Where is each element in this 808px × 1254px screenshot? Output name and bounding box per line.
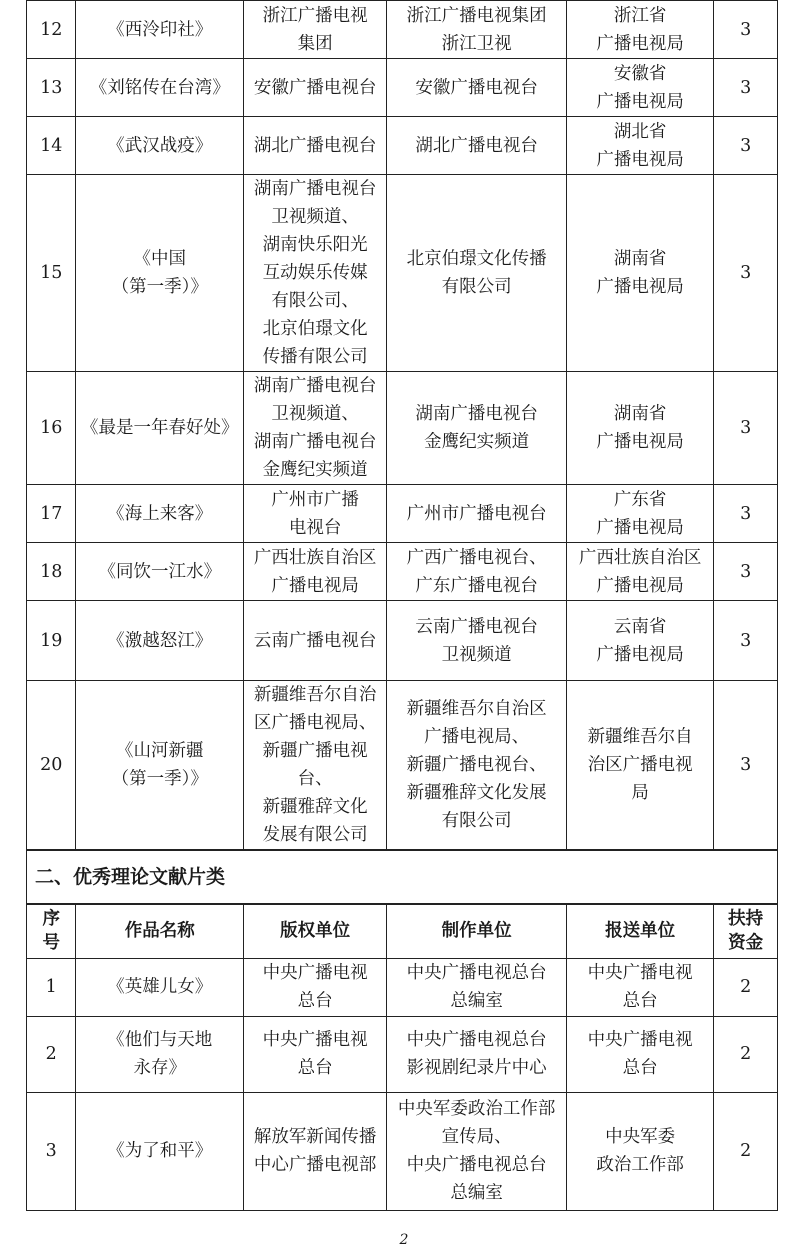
submitting-unit: 湖北省 广播电视局 xyxy=(567,117,714,175)
submitting-unit: 广东省 广播电视局 xyxy=(567,485,714,543)
production-unit: 广州市广播电视台 xyxy=(387,485,567,543)
work-title: 《西泠印社》 xyxy=(76,1,244,59)
table-row xyxy=(27,601,778,681)
work-title: 《同饮一江水》 xyxy=(76,543,244,601)
row-number: 18 xyxy=(27,543,76,601)
table-row xyxy=(27,681,778,851)
production-unit: 浙江广播电视集团 浙江卫视 xyxy=(387,1,567,59)
funding-amount: 3 xyxy=(714,485,778,543)
funding-amount: 3 xyxy=(714,601,778,681)
submitting-unit: 湖南省 广播电视局 xyxy=(567,175,714,372)
row-number: 3 xyxy=(27,1092,76,1210)
production-unit: 中央广播电视总台 影视剧纪录片中心 xyxy=(387,1016,567,1092)
funding-amount: 3 xyxy=(714,372,778,485)
table-row xyxy=(27,543,778,601)
document-page xyxy=(26,0,778,1211)
submitting-unit: 新疆维吾尔自 治区广播电视 局 xyxy=(567,681,714,851)
table-row xyxy=(27,1092,778,1210)
work-title: 《他们与天地 永存》 xyxy=(76,1016,244,1092)
submitting-unit: 湖南省 广播电视局 xyxy=(567,372,714,485)
copyright-unit: 中央广播电视 总台 xyxy=(244,958,387,1016)
section-header-row xyxy=(27,850,778,904)
page-number: 2 xyxy=(399,1232,409,1248)
table-header-row xyxy=(27,904,778,958)
production-unit: 湖北广播电视台 xyxy=(387,117,567,175)
submitting-unit: 中央广播电视 总台 xyxy=(567,958,714,1016)
table-row xyxy=(27,175,778,372)
submitting-unit: 中央广播电视 总台 xyxy=(567,1016,714,1092)
program-table xyxy=(26,0,778,1211)
table-row xyxy=(27,1016,778,1092)
production-unit: 湖南广播电视台 金鹰纪实频道 xyxy=(387,372,567,485)
row-number: 17 xyxy=(27,485,76,543)
work-title: 《武汉战疫》 xyxy=(76,117,244,175)
row-number: 20 xyxy=(27,681,76,851)
header-work-title: 作品名称 xyxy=(76,904,244,958)
header-submitting-unit: 报送单位 xyxy=(567,904,714,958)
row-number: 14 xyxy=(27,117,76,175)
work-title: 《中国 （第一季）》 xyxy=(76,175,244,372)
production-unit: 中央军委政治工作部 宣传局、 中央广播电视总台 总编室 xyxy=(387,1092,567,1210)
funding-amount: 2 xyxy=(714,958,778,1016)
funding-amount: 3 xyxy=(714,681,778,851)
table-row xyxy=(27,59,778,117)
work-title: 《激越怒江》 xyxy=(76,601,244,681)
header-funding: 扶持 资金 xyxy=(714,904,778,958)
table-row xyxy=(27,1,778,59)
production-unit: 新疆维吾尔自治区 广播电视局、 新疆广播电视台、 新疆雅辞文化发展 有限公司 xyxy=(387,681,567,851)
copyright-unit: 解放军新闻传播 中心广播电视部 xyxy=(244,1092,387,1210)
section-title: 二、优秀理论文献片类 xyxy=(27,850,778,904)
copyright-unit: 广西壮族自治区 广播电视局 xyxy=(244,543,387,601)
row-number: 15 xyxy=(27,175,76,372)
production-unit: 云南广播电视台 卫视频道 xyxy=(387,601,567,681)
row-number: 19 xyxy=(27,601,76,681)
work-title: 《最是一年春好处》 xyxy=(76,372,244,485)
funding-amount: 3 xyxy=(714,59,778,117)
submitting-unit: 广西壮族自治区 广播电视局 xyxy=(567,543,714,601)
table-row xyxy=(27,485,778,543)
copyright-unit: 湖南广播电视台 卫视频道、 湖南快乐阳光 互动娱乐传媒 有限公司、 北京伯璟文化 传播有限公司 xyxy=(244,175,387,372)
header-production-unit: 制作单位 xyxy=(387,904,567,958)
production-unit: 北京伯璟文化传播 有限公司 xyxy=(387,175,567,372)
header-number: 序 号 xyxy=(27,904,76,958)
funding-amount: 2 xyxy=(714,1092,778,1210)
row-number: 12 xyxy=(27,1,76,59)
production-unit: 安徽广播电视台 xyxy=(387,59,567,117)
submitting-unit: 中央军委 政治工作部 xyxy=(567,1092,714,1210)
work-title: 《海上来客》 xyxy=(76,485,244,543)
submitting-unit: 浙江省 广播电视局 xyxy=(567,1,714,59)
funding-amount: 3 xyxy=(714,175,778,372)
copyright-unit: 广州市广播 电视台 xyxy=(244,485,387,543)
copyright-unit: 湖南广播电视台 卫视频道、 湖南广播电视台 金鹰纪实频道 xyxy=(244,372,387,485)
work-title: 《为了和平》 xyxy=(76,1092,244,1210)
work-title: 《英雄儿女》 xyxy=(76,958,244,1016)
funding-amount: 3 xyxy=(714,543,778,601)
copyright-unit: 浙江广播电视 集团 xyxy=(244,1,387,59)
submitting-unit: 安徽省 广播电视局 xyxy=(567,59,714,117)
copyright-unit: 中央广播电视 总台 xyxy=(244,1016,387,1092)
table-row xyxy=(27,372,778,485)
production-unit: 广西广播电视台、 广东广播电视台 xyxy=(387,543,567,601)
production-unit: 中央广播电视总台 总编室 xyxy=(387,958,567,1016)
copyright-unit: 安徽广播电视台 xyxy=(244,59,387,117)
submitting-unit: 云南省 广播电视局 xyxy=(567,601,714,681)
copyright-unit: 新疆维吾尔自治 区广播电视局、 新疆广播电视台、 新疆雅辞文化 发展有限公司 xyxy=(244,681,387,851)
copyright-unit: 云南广播电视台 xyxy=(244,601,387,681)
funding-amount: 2 xyxy=(714,1016,778,1092)
funding-amount: 3 xyxy=(714,1,778,59)
row-number: 1 xyxy=(27,958,76,1016)
row-number: 16 xyxy=(27,372,76,485)
work-title: 《山河新疆 （第一季）》 xyxy=(76,681,244,851)
table-row xyxy=(27,958,778,1016)
row-number: 13 xyxy=(27,59,76,117)
row-number: 2 xyxy=(27,1016,76,1092)
copyright-unit: 湖北广播电视台 xyxy=(244,117,387,175)
header-copyright-unit: 版权单位 xyxy=(244,904,387,958)
work-title: 《刘铭传在台湾》 xyxy=(76,59,244,117)
funding-amount: 3 xyxy=(714,117,778,175)
table-row xyxy=(27,117,778,175)
